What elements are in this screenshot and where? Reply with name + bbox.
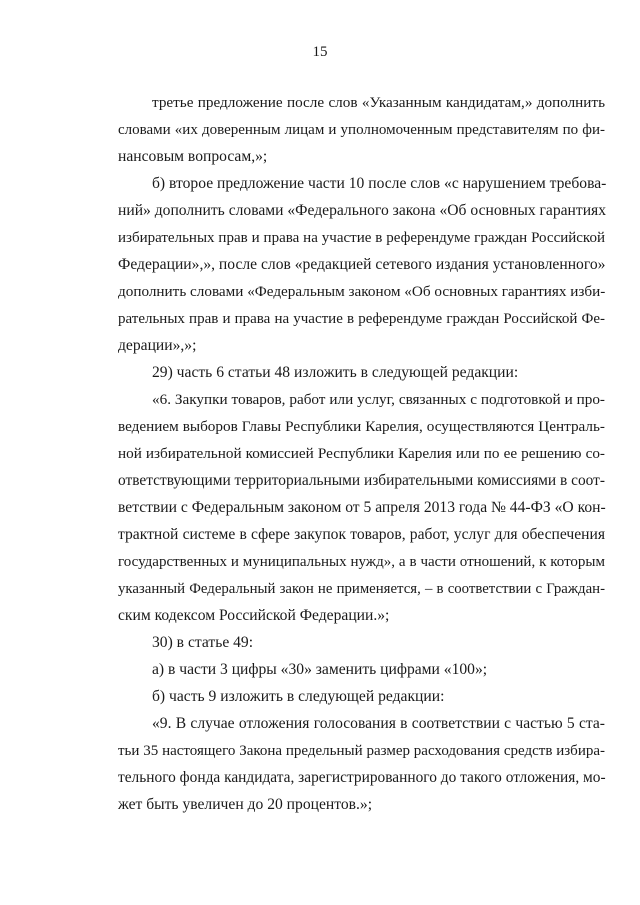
text-line: рательных прав и права на участие в референдуме граждан Российской Фе- (118, 311, 605, 327)
text-line: 30) в статье 49: (152, 634, 254, 651)
text-line: б) часть 9 изложить в следующей редакции: (152, 688, 445, 705)
text-line: избирательных прав и права на участие в референдуме граждан Российской (118, 230, 605, 246)
text-line: ной избирательной комиссией Республики Карелия или по ее решению со- (118, 445, 605, 462)
text-line: трактной системе в сфере закупок товаров, работ, услуг для обеспечения (118, 526, 605, 543)
text-line: тьи 35 настоящего Закона предельный размер расходования средств избира- (118, 743, 605, 759)
text-line: ний» дополнить словами «Федерального закона «Об основных гарантиях (118, 202, 607, 219)
text-line: государственных и муниципальных нужд», а в части отношений, к которым (118, 554, 605, 570)
text-line: дерации»,»; (118, 337, 197, 354)
text-line: указанный Федеральный закон не применяется, – в соответствии с Граждан- (118, 581, 605, 597)
text-line: 29) часть 6 статьи 48 изложить в следующей редакции: (152, 364, 519, 381)
page-number: 15 (312, 44, 328, 60)
text-line: ветствии с Федеральным законом от 5 апреля 2013 года № 44-ФЗ «О кон- (118, 499, 606, 516)
text-line: ведением выборов Главы Республики Карелия, осуществляются Централь- (118, 418, 605, 435)
text-line: словами «их доверенным лицам и уполномоченным представителям по фи- (118, 122, 605, 138)
text-line: ским кодексом Российской Федерации.»; (118, 607, 390, 624)
text-line: нансовым вопросам,»; (118, 148, 268, 165)
text-line: Федерации»,», после слов «редакцией сетевого издания установленного» (118, 256, 606, 273)
text-line: тельного фонда кандидата, зарегистрированного до такого отложения, мо- (118, 769, 606, 786)
text-line: а) в части 3 цифры «30» заменить цифрами «100»; (152, 661, 488, 678)
text-line: «9. В случае отложения голосования в соответствии с частью 5 ста- (152, 715, 605, 732)
text-line: «6. Закупки товаров, работ или услуг, связанных с подготовкой и про- (152, 391, 605, 408)
text-line: ответствующими территориальными избирательными комиссиями в соот- (118, 472, 605, 489)
text-line: жет быть увеличен до 20 процентов.»; (118, 796, 373, 813)
text-line: дополнить словами «Федеральным законом «Об основных гарантиях изби- (118, 283, 606, 300)
text-line: третье предложение после слов «Указанным кандидатам,» дополнить (152, 94, 605, 111)
text-line: б) второе предложение части 10 после слов «с нарушением требова- (152, 175, 607, 192)
